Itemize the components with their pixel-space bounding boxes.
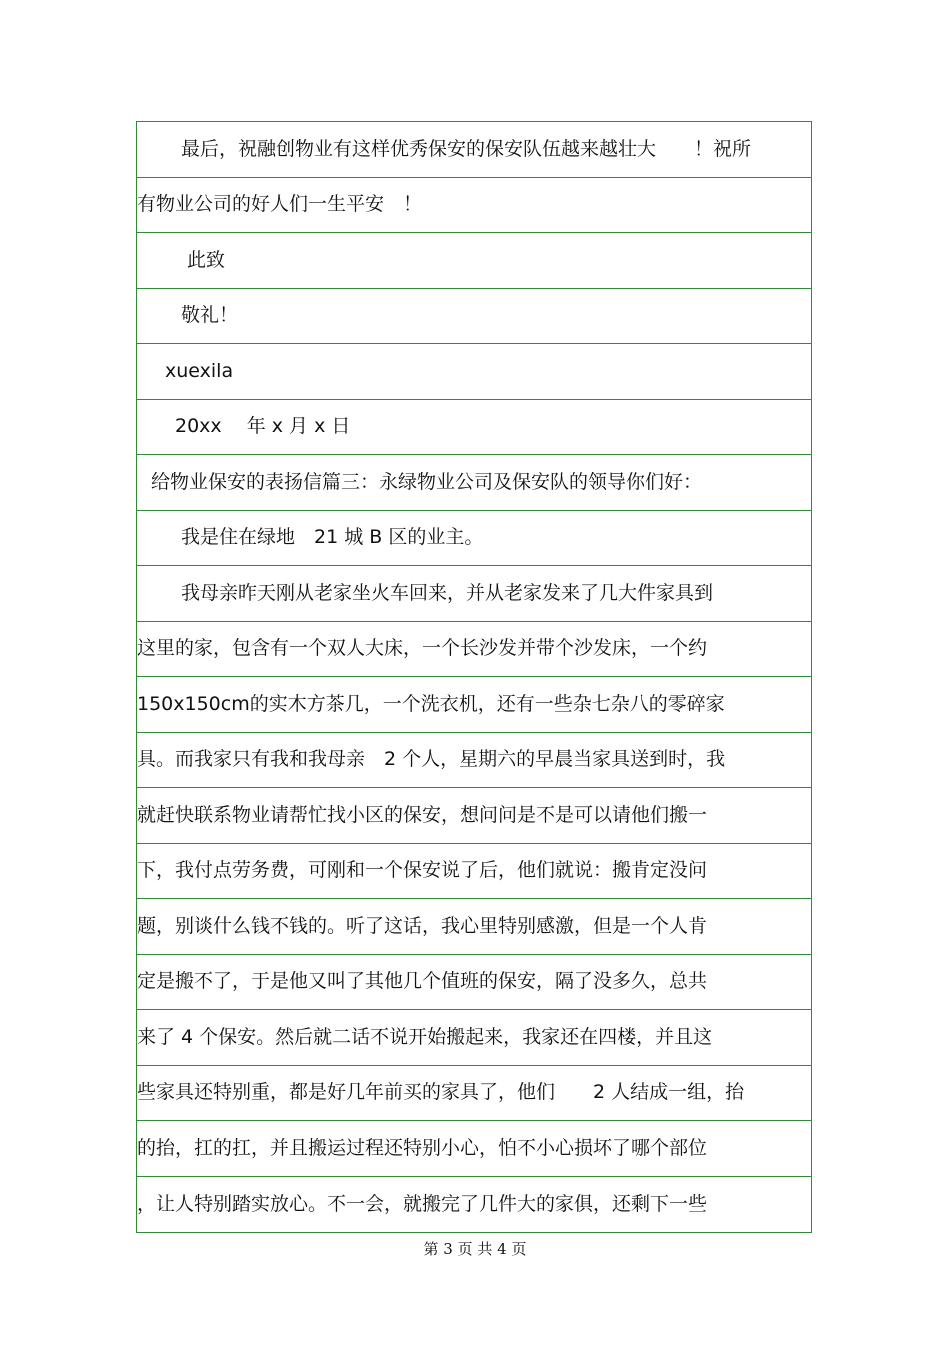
line-text: 这里的家，包含有一个双人大床，一个长沙发并带个沙发床，一个约 [137, 637, 708, 660]
text-line [137, 511, 811, 567]
line-text: 的抬，扛的扛，并且搬运过程还特别小心，怕不小心损坏了哪个部位 [137, 1136, 708, 1159]
line-text: xuexila [165, 359, 234, 382]
line-text: 定是搬不了，于是他又叫了其他几个值班的保安，隔了没多久，总共 [137, 970, 708, 993]
text-line [137, 400, 811, 456]
text-line [137, 178, 811, 234]
line-text: 20xx 年 x 月 x 日 [175, 415, 351, 438]
text-line [137, 1121, 811, 1177]
text-line [137, 677, 811, 733]
line-text: 敬礼！ [181, 304, 239, 327]
text-line [137, 122, 811, 178]
text-line [137, 1066, 811, 1122]
line-text: 题，别谈什么钱不钱的。听了这话，我心里特别感激，但是一个人肯 [137, 914, 708, 937]
line-text: 我母亲昨天刚从老家坐火车回来，并从老家发来了几大件家具到 [181, 581, 714, 604]
text-line [137, 955, 811, 1011]
line-text: ，让人特别踏实放心。不一会，就搬完了几件大的家俱，还剩下一些 [137, 1192, 708, 1215]
text-table [136, 121, 812, 1233]
line-text: 下，我付点劳务费，可刚和一个保安说了后，他们就说：搬肯定没问 [137, 859, 708, 882]
line-text: 来了 4 个保安。然后就二话不说开始搬起来，我家还在四楼，并且这 [137, 1025, 713, 1048]
text-line [137, 289, 811, 345]
text-line [137, 844, 811, 900]
line-text: 我是住在绿地 21 城 B 区的业主。 [181, 526, 484, 549]
line-text: 些家具还特别重，都是好几年前买的家具了，他们 2 人结成一组，抬 [137, 1081, 745, 1104]
text-line [137, 1010, 811, 1066]
text-line [137, 622, 811, 678]
line-text: 150x150cm的实木方茶几，一个洗衣机，还有一些杂七杂八的零碎家 [137, 692, 725, 715]
line-text: 最后，祝融创物业有这样优秀保安的保安队伍越来越壮大 ！祝所 [181, 137, 752, 160]
line-text: 就赶快联系物业请帮忙找小区的保安，想问问是不是可以请他们搬一 [137, 803, 708, 826]
text-line [137, 733, 811, 789]
line-text: 有物业公司的好人们一生平安 ！ [137, 193, 423, 216]
text-line [137, 344, 811, 400]
text-line [137, 455, 811, 511]
text-line [137, 233, 811, 289]
line-text: 给物业保安的表扬信篇三：永绿物业公司及保安队的领导你们好： [151, 470, 703, 493]
text-line [137, 899, 811, 955]
line-text: 具。而我家只有我和我母亲 2 个人，星期六的早晨当家具送到时，我 [137, 748, 726, 771]
page-footer: 第 3 页 共 4 页 [423, 1240, 527, 1258]
text-line [137, 1177, 811, 1233]
line-text: 此致 [187, 248, 226, 271]
text-line [137, 566, 811, 622]
text-line [137, 788, 811, 844]
